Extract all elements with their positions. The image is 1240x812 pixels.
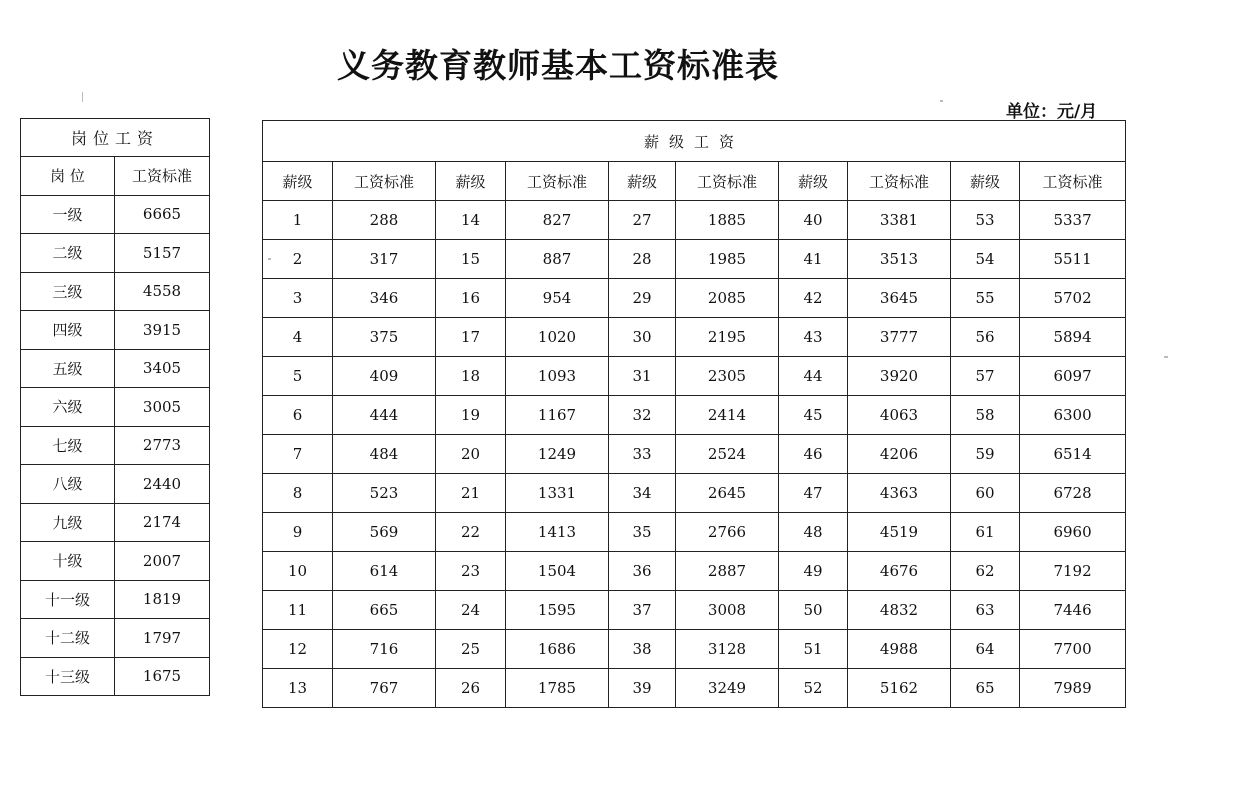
grade-level-cell: 36 xyxy=(609,552,676,591)
grade-standard-cell: 4519 xyxy=(848,513,951,552)
table-row xyxy=(263,279,1126,318)
grade-level-cell: 38 xyxy=(609,630,676,669)
grade-level-cell: 16 xyxy=(436,279,506,318)
grade-standard-cell: 2305 xyxy=(676,357,779,396)
grade-level-cell: 51 xyxy=(779,630,848,669)
scan-mark xyxy=(82,92,83,102)
grade-standard-cell: 716 xyxy=(333,630,436,669)
grade-header-level: 薪级 xyxy=(263,162,333,201)
grade-standard-cell: 2195 xyxy=(676,318,779,357)
grade-standard-cell: 3008 xyxy=(676,591,779,630)
table-row xyxy=(21,234,210,273)
grade-level-cell: 18 xyxy=(436,357,506,396)
table-row xyxy=(21,272,210,311)
table-row xyxy=(263,357,1126,396)
grade-header-standard: 工资标准 xyxy=(676,162,779,201)
post-level-cell: 十二级 xyxy=(21,619,115,658)
grade-level-cell: 31 xyxy=(609,357,676,396)
grade-level-cell: 27 xyxy=(609,201,676,240)
grade-level-cell: 34 xyxy=(609,474,676,513)
grade-header-standard: 工资标准 xyxy=(333,162,436,201)
table-row xyxy=(263,201,1126,240)
grade-level-cell: 20 xyxy=(436,435,506,474)
grade-header-level: 薪级 xyxy=(436,162,506,201)
grade-level-cell: 63 xyxy=(951,591,1020,630)
grade-level-cell: 47 xyxy=(779,474,848,513)
table-row xyxy=(21,465,210,504)
scan-mark xyxy=(268,258,271,260)
grade-level-cell: 44 xyxy=(779,357,848,396)
grade-salary-caption: 薪级工资 xyxy=(263,121,1126,162)
post-level-cell: 五级 xyxy=(21,349,115,388)
table-row xyxy=(263,513,1126,552)
grade-standard-cell: 3128 xyxy=(676,630,779,669)
grade-level-cell: 65 xyxy=(951,669,1020,708)
table-row xyxy=(263,552,1126,591)
grade-standard-cell: 569 xyxy=(333,513,436,552)
grade-standard-cell: 2766 xyxy=(676,513,779,552)
grade-standard-cell: 4988 xyxy=(848,630,951,669)
grade-standard-cell: 887 xyxy=(506,240,609,279)
grade-level-cell: 46 xyxy=(779,435,848,474)
post-level-cell: 一级 xyxy=(21,195,115,234)
grade-standard-cell: 1331 xyxy=(506,474,609,513)
grade-level-cell: 55 xyxy=(951,279,1020,318)
table-row xyxy=(263,240,1126,279)
post-salary-caption: 岗位工资 xyxy=(21,119,210,157)
grade-standard-cell: 827 xyxy=(506,201,609,240)
grade-standard-cell: 5162 xyxy=(848,669,951,708)
grade-standard-cell: 5337 xyxy=(1020,201,1126,240)
grade-standard-cell: 6728 xyxy=(1020,474,1126,513)
grade-standard-cell: 6300 xyxy=(1020,396,1126,435)
grade-level-cell: 53 xyxy=(951,201,1020,240)
grade-standard-cell: 1020 xyxy=(506,318,609,357)
grade-salary-table xyxy=(262,120,1126,708)
grade-salary-body xyxy=(263,201,1126,708)
post-standard-cell: 3915 xyxy=(115,311,210,350)
post-standard-cell: 2174 xyxy=(115,503,210,542)
table-row xyxy=(263,669,1126,708)
post-level-cell: 十一级 xyxy=(21,580,115,619)
grade-standard-cell: 3777 xyxy=(848,318,951,357)
grade-standard-cell: 4063 xyxy=(848,396,951,435)
table-row xyxy=(263,630,1126,669)
grade-level-cell: 52 xyxy=(779,669,848,708)
grade-level-cell: 62 xyxy=(951,552,1020,591)
grade-level-cell: 22 xyxy=(436,513,506,552)
grade-standard-cell: 5702 xyxy=(1020,279,1126,318)
grade-standard-cell: 2085 xyxy=(676,279,779,318)
grade-standard-cell: 1504 xyxy=(506,552,609,591)
grade-standard-cell: 2645 xyxy=(676,474,779,513)
grade-level-cell: 23 xyxy=(436,552,506,591)
grade-standard-cell: 665 xyxy=(333,591,436,630)
post-standard-cell: 2440 xyxy=(115,465,210,504)
grade-level-cell: 29 xyxy=(609,279,676,318)
post-level-cell: 七级 xyxy=(21,426,115,465)
grade-level-cell: 12 xyxy=(263,630,333,669)
grade-standard-cell: 317 xyxy=(333,240,436,279)
page-title: 义务教育教师基本工资标准表 xyxy=(337,46,779,85)
grade-standard-cell: 2524 xyxy=(676,435,779,474)
post-standard-cell: 2773 xyxy=(115,426,210,465)
grade-standard-cell: 3381 xyxy=(848,201,951,240)
post-standard-cell: 1675 xyxy=(115,657,210,696)
grade-level-cell: 10 xyxy=(263,552,333,591)
grade-level-cell: 40 xyxy=(779,201,848,240)
post-level-cell: 六级 xyxy=(21,388,115,427)
grade-level-cell: 49 xyxy=(779,552,848,591)
grade-standard-cell: 7192 xyxy=(1020,552,1126,591)
grade-standard-cell: 7446 xyxy=(1020,591,1126,630)
grade-level-cell: 15 xyxy=(436,240,506,279)
table-row xyxy=(21,388,210,427)
grade-level-cell: 26 xyxy=(436,669,506,708)
grade-standard-cell: 3249 xyxy=(676,669,779,708)
grade-standard-cell: 288 xyxy=(333,201,436,240)
post-level-cell: 十级 xyxy=(21,542,115,581)
post-header-standard: 工资标准 xyxy=(115,157,210,196)
grade-level-cell: 59 xyxy=(951,435,1020,474)
grade-level-cell: 8 xyxy=(263,474,333,513)
grade-level-cell: 11 xyxy=(263,591,333,630)
grade-level-cell: 60 xyxy=(951,474,1020,513)
grade-standard-cell: 1249 xyxy=(506,435,609,474)
grade-level-cell: 57 xyxy=(951,357,1020,396)
grade-standard-cell: 4676 xyxy=(848,552,951,591)
post-header-position: 岗 位 xyxy=(21,157,115,196)
post-level-cell: 二级 xyxy=(21,234,115,273)
post-level-cell: 十三级 xyxy=(21,657,115,696)
post-standard-cell: 3005 xyxy=(115,388,210,427)
table-row xyxy=(263,474,1126,513)
grade-standard-cell: 2414 xyxy=(676,396,779,435)
grade-level-cell: 30 xyxy=(609,318,676,357)
grade-standard-cell: 3920 xyxy=(848,357,951,396)
grade-standard-cell: 1093 xyxy=(506,357,609,396)
scan-mark xyxy=(940,100,943,102)
table-row xyxy=(263,396,1126,435)
unit-label: 单位：元/月 xyxy=(1006,102,1098,122)
table-row xyxy=(21,311,210,350)
grade-standard-cell: 444 xyxy=(333,396,436,435)
grade-level-cell: 37 xyxy=(609,591,676,630)
grade-level-cell: 13 xyxy=(263,669,333,708)
post-level-cell: 八级 xyxy=(21,465,115,504)
grade-level-cell: 19 xyxy=(436,396,506,435)
grade-level-cell: 39 xyxy=(609,669,676,708)
table-row xyxy=(21,657,210,696)
grade-level-cell: 7 xyxy=(263,435,333,474)
grade-level-cell: 1 xyxy=(263,201,333,240)
grade-level-cell: 14 xyxy=(436,201,506,240)
grade-standard-cell: 7989 xyxy=(1020,669,1126,708)
grade-standard-cell: 1595 xyxy=(506,591,609,630)
grade-standard-cell: 3513 xyxy=(848,240,951,279)
post-standard-cell: 5157 xyxy=(115,234,210,273)
grade-level-cell: 21 xyxy=(436,474,506,513)
table-row xyxy=(21,619,210,658)
grade-standard-cell: 1686 xyxy=(506,630,609,669)
grade-level-cell: 48 xyxy=(779,513,848,552)
grade-level-cell: 5 xyxy=(263,357,333,396)
grade-level-cell: 3 xyxy=(263,279,333,318)
grade-standard-cell: 1785 xyxy=(506,669,609,708)
post-standard-cell: 1797 xyxy=(115,619,210,658)
grade-level-cell: 50 xyxy=(779,591,848,630)
grade-level-cell: 4 xyxy=(263,318,333,357)
grade-level-cell: 64 xyxy=(951,630,1020,669)
grade-level-cell: 6 xyxy=(263,396,333,435)
grade-standard-cell: 7700 xyxy=(1020,630,1126,669)
grade-level-cell: 41 xyxy=(779,240,848,279)
grade-header-standard: 工资标准 xyxy=(848,162,951,201)
grade-standard-cell: 4206 xyxy=(848,435,951,474)
scan-mark xyxy=(1164,356,1168,358)
table-row xyxy=(263,435,1126,474)
grade-standard-cell: 1167 xyxy=(506,396,609,435)
grade-standard-cell: 409 xyxy=(333,357,436,396)
grade-standard-cell: 954 xyxy=(506,279,609,318)
grade-header-standard: 工资标准 xyxy=(506,162,609,201)
grade-standard-cell: 1885 xyxy=(676,201,779,240)
table-row xyxy=(263,318,1126,357)
grade-standard-cell: 2887 xyxy=(676,552,779,591)
grade-level-cell: 9 xyxy=(263,513,333,552)
grade-level-cell: 54 xyxy=(951,240,1020,279)
post-standard-cell: 6665 xyxy=(115,195,210,234)
table-row xyxy=(21,542,210,581)
post-standard-cell: 2007 xyxy=(115,542,210,581)
grade-standard-cell: 6514 xyxy=(1020,435,1126,474)
grade-header-level: 薪级 xyxy=(951,162,1020,201)
grade-level-cell: 32 xyxy=(609,396,676,435)
grade-standard-cell: 375 xyxy=(333,318,436,357)
grade-standard-cell: 4832 xyxy=(848,591,951,630)
post-salary-table xyxy=(20,118,210,696)
grade-standard-cell: 4363 xyxy=(848,474,951,513)
table-row xyxy=(21,426,210,465)
grade-level-cell: 42 xyxy=(779,279,848,318)
post-standard-cell: 3405 xyxy=(115,349,210,388)
grade-header-standard: 工资标准 xyxy=(1020,162,1126,201)
table-row xyxy=(21,195,210,234)
grade-header-level: 薪级 xyxy=(779,162,848,201)
grade-standard-cell: 767 xyxy=(333,669,436,708)
post-standard-cell: 4558 xyxy=(115,272,210,311)
grade-level-cell: 61 xyxy=(951,513,1020,552)
grade-header-level: 薪级 xyxy=(609,162,676,201)
grade-standard-cell: 484 xyxy=(333,435,436,474)
grade-level-cell: 2 xyxy=(263,240,333,279)
grade-standard-cell: 5511 xyxy=(1020,240,1126,279)
grade-standard-cell: 1413 xyxy=(506,513,609,552)
grade-level-cell: 17 xyxy=(436,318,506,357)
post-level-cell: 九级 xyxy=(21,503,115,542)
table-row xyxy=(263,591,1126,630)
post-standard-cell: 1819 xyxy=(115,580,210,619)
table-row xyxy=(21,580,210,619)
grade-header-row xyxy=(263,162,1126,201)
table-row xyxy=(21,349,210,388)
grade-level-cell: 25 xyxy=(436,630,506,669)
post-level-cell: 三级 xyxy=(21,272,115,311)
grade-level-cell: 33 xyxy=(609,435,676,474)
grade-standard-cell: 1985 xyxy=(676,240,779,279)
grade-level-cell: 43 xyxy=(779,318,848,357)
grade-standard-cell: 3645 xyxy=(848,279,951,318)
grade-standard-cell: 6097 xyxy=(1020,357,1126,396)
grade-standard-cell: 346 xyxy=(333,279,436,318)
grade-level-cell: 58 xyxy=(951,396,1020,435)
post-level-cell: 四级 xyxy=(21,311,115,350)
grade-level-cell: 28 xyxy=(609,240,676,279)
grade-standard-cell: 614 xyxy=(333,552,436,591)
grade-standard-cell: 6960 xyxy=(1020,513,1126,552)
grade-level-cell: 45 xyxy=(779,396,848,435)
grade-level-cell: 35 xyxy=(609,513,676,552)
grade-level-cell: 56 xyxy=(951,318,1020,357)
post-salary-body xyxy=(21,195,210,696)
grade-level-cell: 24 xyxy=(436,591,506,630)
grade-standard-cell: 523 xyxy=(333,474,436,513)
table-row xyxy=(21,503,210,542)
grade-standard-cell: 5894 xyxy=(1020,318,1126,357)
